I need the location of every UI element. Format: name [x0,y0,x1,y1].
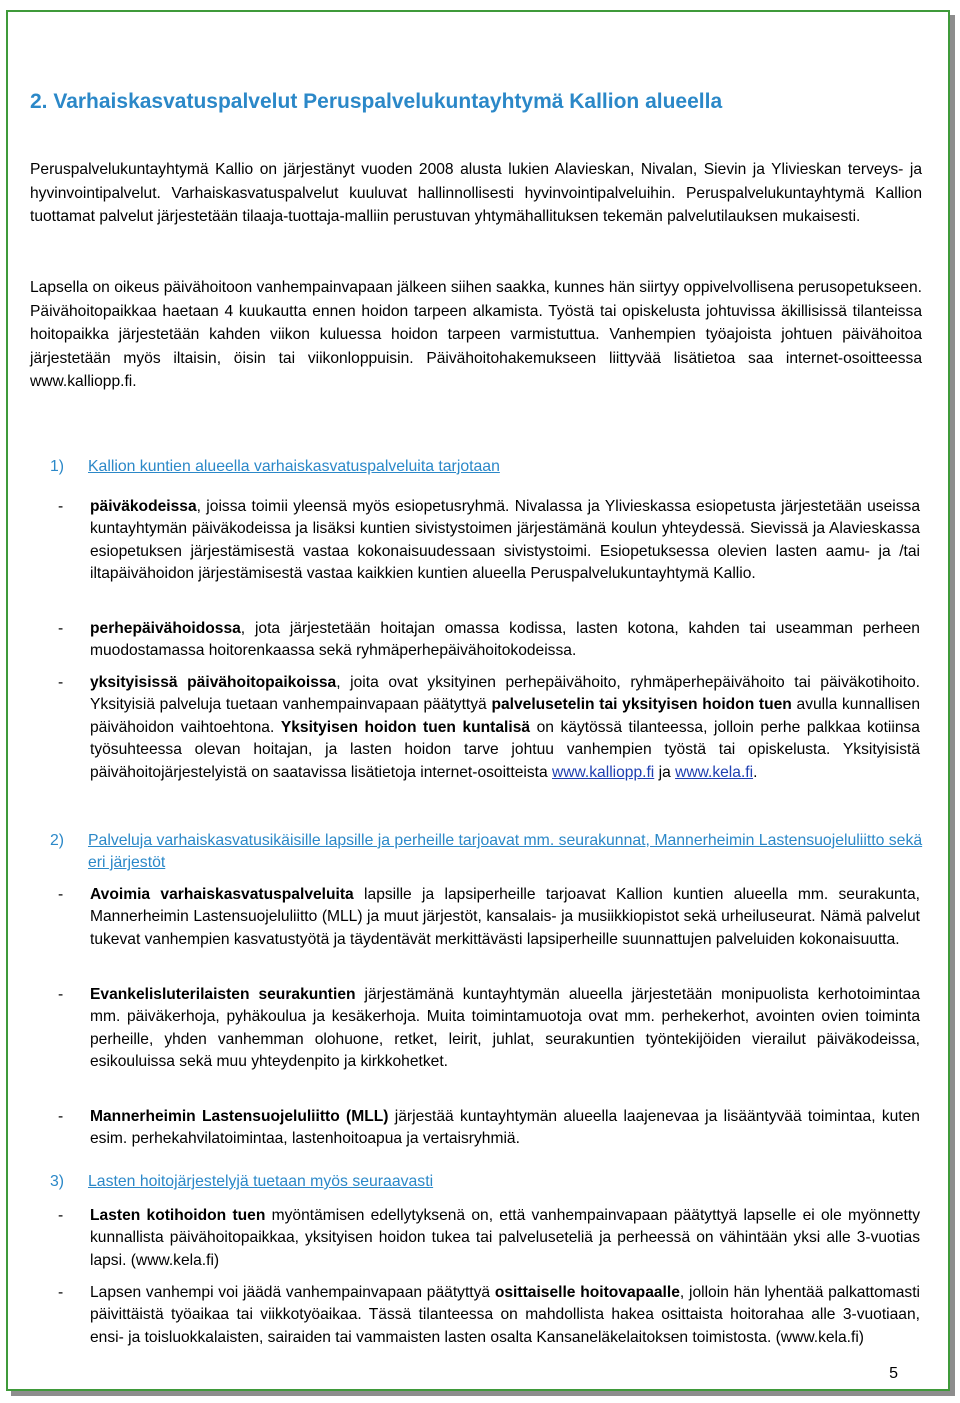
section-2-heading [50,830,930,874]
item-term: perhepäivähoidossa [90,620,241,637]
list-item [58,984,920,1074]
section-number: 1) [50,458,65,475]
item-text: , joita ovat yksityinen perhepäivähoito, ryhmäperhepäivähoito tai päiväkotihoito. Yksityisiä palveluja tuetaan vanhempainvapaan päätyttyä [90,674,920,714]
section-1-heading [50,458,500,476]
item-text: on käytössä tilanteessa, jolloin perhe palkkaa kotiinsa työsuhteessa olevan hoitajan, ja lasten hoidon tarve johtuu vanhempien työstä tai opiskelusta. Yksityisistä päivähoitojärjestelyistä on saatavissa lisätietoja internet-osoitteista [90,718,920,781]
item-term: Evankelisluterilaisten seurakuntien [90,986,356,1003]
item-term: yksityisissä päivähoitopaikoissa [90,674,337,691]
list-dash: - [58,1108,64,1125]
item-text: järjestää kuntayhtymän alueella laajenevaa ja lisääntyvää toimintaa, kuten esim. perhekahvilatoimintaa, lastenhoitoapua ja vertaisryhmiä. [90,1108,920,1148]
item-text: Lapsen vanhempi voi jäädä vanhempainvapaan päätyttyä [90,1284,495,1301]
page-number: 5 [889,1365,898,1382]
list-item [58,884,920,951]
section-number: 3) [50,1173,65,1190]
item-text: myöntämisen edellytyksenä on, että vanhempainvapaan päätyttyä lapselle ei ole myönnetty kunnallista päivähoitopaikkaa, yksityisen hoidon tukea tai palveluseteliä ja perheessä on vähintään yksi alle 3-vuotias lapsi. (www.kela.fi) [90,1207,920,1269]
section-title-link[interactable]: Kallion kuntien alueella varhaiskasvatuspalveluita tarjotaan [88,458,500,475]
list-dash: - [58,498,64,515]
item-text: lapsille ja lapsiperheille tarjoavat Kallion kuntien alueella mm. seurakunta, Mannerheimin Lastensuojeluliitto (MLL) ja muut järjestöt, kansalais- ja musiikkiopistot sekä urheiluseurat. Nämä palvelut tukevat vanhempien kasvatustyötä ja täydentävät merkittävästi lapsiperheille suunnattujen palveluiden kokonaisuutta. [90,886,920,948]
list-dash: - [58,886,64,903]
item-term: Avoimia varhaiskasvatuspalveluita [90,886,354,903]
list-dash: - [58,674,64,691]
list-item [58,1106,920,1151]
item-term: osittaiselle hoitovapaalle [494,1284,680,1301]
section-3-heading [50,1173,433,1191]
section-title-link[interactable]: Lasten hoitojärjestelyjä tuetaan myös seuraavasti [88,1173,434,1190]
list-item [58,618,920,663]
section-number: 2) [50,832,65,849]
item-text: järjestämänä kuntayhtymän alueella järjestetään monipuolista kerhotoimintaa mm. päiväkerhoja, pyhäkoulua ja kesäkerhoja. Muita toimintamuotoja ovat mm. perhekerhot, avointen ovien toiminta perheille, yhden vanhemman olohuone, retket, leirit, juhlat, seurakuntien työntekijöiden vierailut päiväkodeissa, esikouluissa sekä muu yhteydenpito ja kirkkohetket. [90,986,920,1071]
section-title-link[interactable]: Palveluja varhaiskasvatusikäisille lapsille ja perheille tarjoavat mm. seurakunnat, Mannerheimin Lastensuojeluliitto sekä eri järjestöt [88,832,923,871]
list-item [58,496,920,586]
item-text: ja [654,763,676,781]
item-text: , jolloin hän lyhentää palkattomasti päivittäistä työaikaa tai viikkotyöaikaa. Tässä tilanteessa on mahdollista hakea osittaista hoitorahaa alle 3-vuotiaan, ensi- ja toisluokkalaisten, sairaiden tai vammaisten lasten osalta Kansaneläkelaitoksen toimistosta. (www.kela.fi) [90,1284,921,1346]
item-text: avulla kunnallisen päivähoidon vaihtoehtona. [90,696,920,736]
item-text: , jota järjestetään hoitajan omassa kodissa, lasten kotona, kahden tai useamman perheen muodostamassa hoitorenkaassa sekä ryhmäperhepäivähoitokodeissa. [90,620,920,660]
item-term: päiväkodeissa [90,498,197,515]
item-term: palvelusetelin tai yksityisen hoidon tuen [491,696,792,714]
item-term: Mannerheimin Lastensuojeluliitto (MLL) [90,1108,389,1125]
daycare-rights-paragraph: Lapsella on oikeus päivähoitoon vanhempainvapaan jälkeen siihen saakka, kunnes hän siirtyy oppivelvollisena perusopetukseen. Päivähoitopaikkaa haetaan 4 kuukautta ennen hoidon tarpeen alkamista. Työstä tai opiskelusta johtuvissa äkillisissä tilanteissa hoitopaikka järjestetään kahden viikon kuluessa hoidon tarpeen varmistuttua. Vanhempien työajoista johtuen päivähoitoa järjestetään myös iltaisin, öisin tai viikonloppuisin. Päivähoitohakemukseen liittyvää lisätietoa saa internet-osoitteessa www.kalliopp.fi. [30,279,922,390]
list-dash: - [58,1284,64,1301]
item-text: . [753,763,758,781]
list-dash: - [58,1207,64,1224]
list-dash: - [58,620,64,637]
page-frame [6,10,950,1391]
list-item [58,672,920,784]
list-dash: - [58,986,64,1003]
kela-link[interactable]: www.kela.fi [675,763,754,781]
item-text: , joissa toimii yleensä myös esiopetusryhmä. Nivalassa ja Ylivieskassa esiopetusta järjestetään useissa kuntayhtymän päiväkodeissa ja lisäksi kuntien sivistystoimen järjestämänä koulun yhteydessä. Sievissä ja Alavieskassa esiopetuksen järjestämisestä vastaa kokonaisuudessaan sivistystoimi. Esiopetuksessa olevien lasten aamu- ja /tai iltapäivähoidon järjestämisestä vastaa kaikkien kuntien alueella Peruspalvelukuntayhtymä Kallio. [90,498,920,583]
intro-paragraph: Peruspalvelukuntayhtymä Kallio on järjestänyt vuoden 2008 alusta lukien Alavieskan, Nivalan, Sievin ja Ylivieskan terveys- ja hyvinvointipalvelut. Varhaiskasvatuspalvelut kuuluvat hallinnollisesti hyvinvointipalveluihin. Peruspalvelukuntayhtymä Kallion tuottamat palvelut järjestetään tilaaja-tuottaja-malliin perustuvan yhtymähallituksen tekemän palvelutilauksen mukaisesti. [30,161,922,225]
section-heading: 2. Varhaiskasvatuspalvelut Peruspalvelukuntayhtymä Kallion alueella [30,90,723,113]
list-item [58,1282,920,1349]
item-term: Lasten kotihoidon tuen [90,1207,266,1224]
item-term: Yksityisen hoidon tuen kuntalisä [280,718,531,736]
kalliopp-link[interactable]: www.kalliopp.fi [552,763,655,781]
list-item [58,1205,920,1272]
